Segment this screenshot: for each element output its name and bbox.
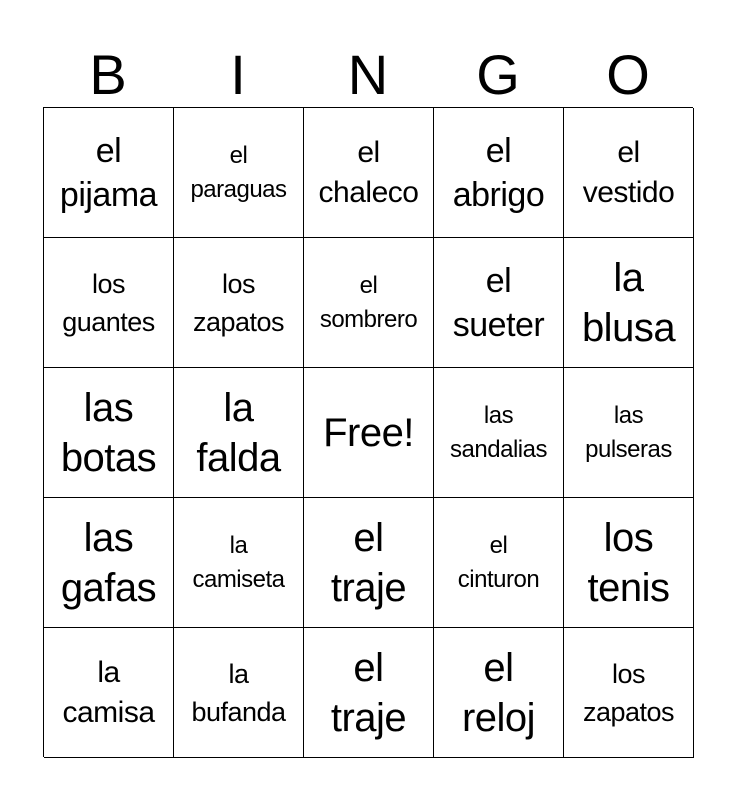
free-space-cell[interactable] (304, 368, 434, 498)
cell-label: el vestido (582, 135, 675, 209)
bingo-cell[interactable] (304, 498, 434, 628)
cell-label: el traje (330, 515, 407, 610)
cell-label: la camisa (62, 655, 155, 729)
bingo-cell[interactable] (174, 498, 304, 628)
bingo-cell[interactable] (44, 108, 174, 238)
bingo-cell[interactable] (44, 368, 174, 498)
bingo-cell[interactable] (174, 628, 304, 758)
cell-label: la camiseta (192, 531, 285, 593)
bingo-cell[interactable] (174, 368, 304, 498)
bingo-cell[interactable] (434, 498, 564, 628)
cell-label: la bufanda (191, 658, 286, 727)
bingo-cell[interactable] (44, 498, 174, 628)
cell-label: el chaleco (318, 135, 419, 209)
bingo-cell[interactable] (564, 108, 694, 238)
cell-label: el paraguas (190, 141, 287, 203)
cell-label: los zapatos (192, 268, 285, 337)
free-space-label: Free! (323, 410, 414, 455)
cell-label: los guantes (62, 268, 155, 337)
cell-label: el sueter (452, 261, 545, 344)
bingo-cell[interactable] (304, 628, 434, 758)
cell-label: el abrigo (452, 131, 545, 214)
header-letter-b: B (89, 43, 127, 106)
cell-label: la falda (196, 385, 281, 480)
header-letter-i: I (230, 43, 246, 106)
cell-label: las pulseras (585, 401, 672, 463)
header-letter-n: N (347, 43, 389, 106)
bingo-cell[interactable] (564, 628, 694, 758)
cell-label: el traje (330, 645, 407, 740)
bingo-cell[interactable] (174, 238, 304, 368)
bingo-cell[interactable] (44, 628, 174, 758)
cell-label: las gafas (60, 515, 157, 610)
bingo-cell[interactable] (434, 238, 564, 368)
bingo-cell[interactable] (304, 108, 434, 238)
cell-label: el pijama (59, 131, 158, 214)
bingo-cell[interactable] (44, 238, 174, 368)
cell-label: los tenis (587, 515, 670, 610)
bingo-cell[interactable] (434, 368, 564, 498)
cell-label: el sombrero (319, 271, 418, 333)
bingo-cell[interactable] (564, 498, 694, 628)
bingo-cell[interactable] (564, 368, 694, 498)
bingo-cell[interactable] (304, 238, 434, 368)
bingo-cell[interactable] (174, 108, 304, 238)
cell-label: los zapatos (582, 658, 675, 727)
bingo-header (43, 44, 693, 106)
bingo-cell[interactable] (434, 628, 564, 758)
cell-label: las sandalias (450, 401, 547, 463)
bingo-cell[interactable] (434, 108, 564, 238)
bingo-cell[interactable] (564, 238, 694, 368)
cell-label: el cinturon (457, 531, 540, 593)
cell-label: el reloj (461, 645, 536, 740)
header-letter-o: O (606, 43, 650, 106)
cell-label: la blusa (581, 255, 676, 350)
cell-label: las botas (60, 385, 157, 480)
bingo-board (43, 107, 693, 757)
header-letter-g: G (476, 43, 520, 106)
